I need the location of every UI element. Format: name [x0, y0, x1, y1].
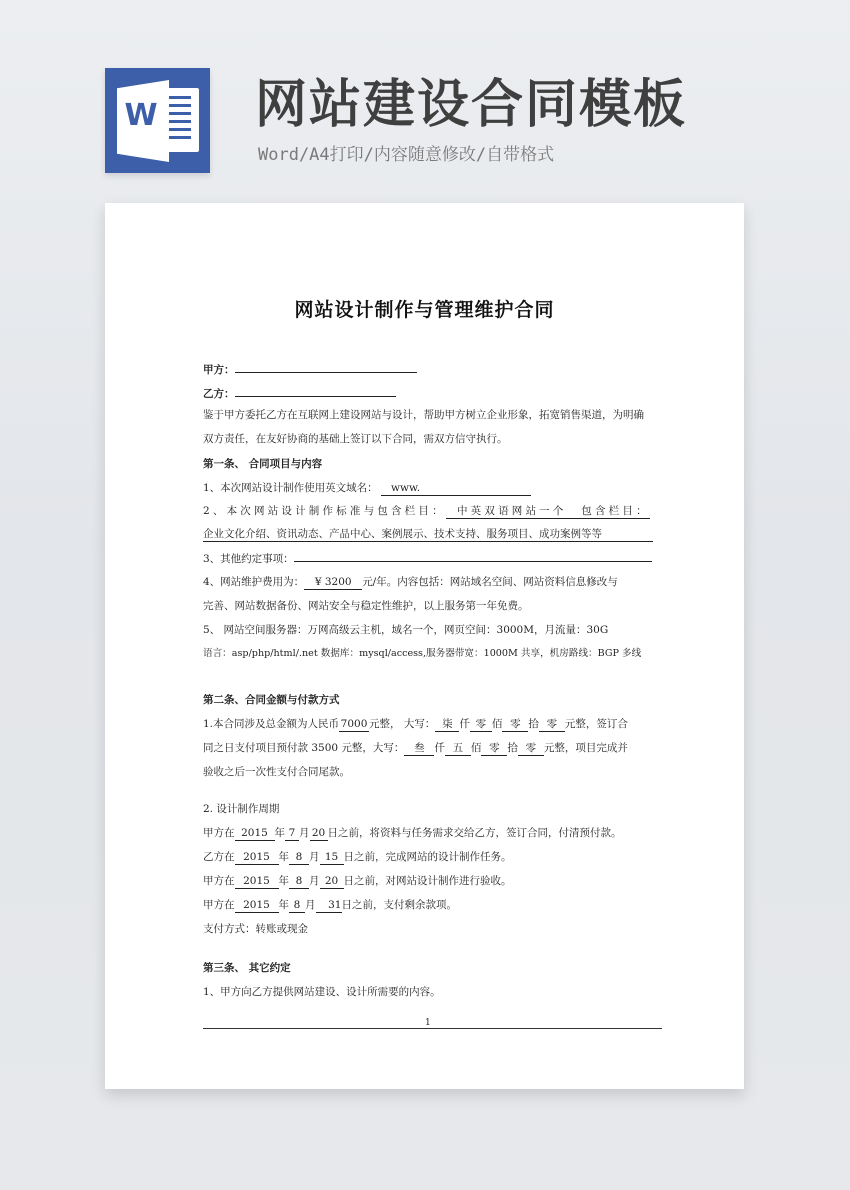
year-field[interactable]: 2015 — [235, 827, 275, 841]
year-unit: 年 — [274, 827, 285, 839]
unit-hundred: 佰 — [491, 718, 503, 730]
year-field[interactable]: 2015 — [235, 875, 279, 889]
total-hundreds-field[interactable]: 零 — [470, 718, 492, 732]
intro-line-2: 双方责任，在友好协商的基础上签订以下合同，需双方信守执行。 — [203, 433, 508, 445]
p2-suffix: ，项目完成并 — [564, 742, 628, 754]
article3-heading: 第三条、 其它约定 — [203, 962, 291, 974]
item2-columns-field[interactable]: 企业文化介绍、资讯动态、产品中心、案例展示、技术支持、服务项目、成功案例等等 — [203, 528, 653, 542]
article1-item5-line1: 5、 网站空间服务器：万网高级云主机，域名一个，网页空间：3000M，月流量：30G — [203, 624, 609, 636]
month-unit: 月 — [305, 899, 316, 911]
maintenance-fee-field[interactable]: ¥ 3200 — [304, 576, 362, 590]
prepay-hundreds-field[interactable]: 五 — [445, 742, 471, 756]
schedule-party: 甲方在 — [203, 875, 235, 887]
article2-p3: 验收之后一次性支付合同尾款。 — [203, 766, 350, 778]
schedule-party: 甲方在 — [203, 827, 235, 839]
year-field[interactable]: 2015 — [235, 899, 279, 913]
item3-field[interactable] — [294, 550, 652, 562]
schedule-party: 乙方在 — [203, 851, 235, 863]
schedule-text: 日之前，对网站设计制作进行验收。 — [343, 875, 512, 887]
prepay-ones-field[interactable]: 零 — [518, 742, 544, 756]
schedule-row — [203, 873, 663, 889]
month-field[interactable]: 8 — [289, 899, 305, 913]
footer-divider — [203, 1028, 662, 1029]
article1-heading: 第一条、 合同项目与内容 — [203, 458, 323, 470]
year-unit: 年 — [278, 899, 289, 911]
schedule-party: 甲方在 — [203, 899, 235, 911]
unit-yuan: 元整 — [543, 742, 565, 754]
day-field[interactable]: 31 — [316, 899, 342, 913]
prepay-thousands-field[interactable]: 叁 — [404, 742, 434, 756]
day-field[interactable]: 20 — [310, 827, 328, 841]
party-a-label: 甲方： — [203, 364, 235, 376]
month-field[interactable]: 8 — [289, 851, 309, 865]
article1-item3 — [203, 550, 663, 567]
p1-suffix: ，签订合 — [585, 718, 628, 730]
unit-yuan: 元整 — [564, 718, 586, 730]
banner-subtitle: Word/A4打印/内容随意修改/自带格式 — [258, 145, 555, 165]
word-document-icon — [105, 68, 210, 173]
day-field[interactable]: 20 — [320, 875, 344, 889]
item2-value[interactable]: 中英双语网站一个 — [446, 505, 578, 519]
document-page — [105, 203, 744, 1089]
unit-ten: 拾 — [528, 718, 539, 730]
item1-label: 1、本次网站设计制作使用英文域名： — [203, 482, 378, 494]
item3-label: 3、其他约定事项： — [203, 553, 294, 565]
month-unit: 月 — [309, 851, 320, 863]
unit-thousand: 仟 — [459, 718, 470, 730]
prepay-tens-field[interactable]: 零 — [481, 742, 507, 756]
total-thousands-field[interactable]: 柒 — [435, 718, 459, 732]
month-field[interactable]: 8 — [289, 875, 309, 889]
banner-title: 网站建设合同模板 — [255, 75, 688, 135]
unit-ten: 拾 — [507, 742, 518, 754]
domain-field[interactable]: www. — [381, 482, 531, 496]
schedule-text: 日之前，完成网站的设计制作任务。 — [343, 851, 512, 863]
schedule-heading: 2. 设计制作周期 — [203, 803, 280, 815]
intro-line-1: 鉴于甲方委托乙方在互联网上建设网站与设计，帮助甲方树立企业形象，拓宽销售渠道，为明确 — [203, 409, 644, 421]
year-unit: 年 — [278, 875, 289, 887]
schedule-row — [203, 849, 663, 865]
party-b-row — [203, 385, 663, 402]
party-b-field[interactable] — [235, 385, 396, 397]
total-ones-field[interactable]: 零 — [539, 718, 565, 732]
party-a-row — [203, 361, 663, 378]
page-number: 1 — [425, 1018, 431, 1028]
article1-item4-line2: 完善、网站数据备份、网站安全与稳定性维护，以上服务第一年免费。 — [203, 600, 529, 612]
article1-item5-line2: 语言：asp/php/html/.net 数据库：mysql/access,服务器带宽：1000M 共享，机房路线：BGP 多线 — [203, 648, 642, 659]
party-b-label: 乙方： — [203, 388, 235, 400]
p1-mid: 元整， 大写： — [369, 718, 436, 730]
article1-item4 — [203, 574, 663, 590]
p1-prefix: 1.本合同涉及总金额为人民币 — [203, 718, 340, 730]
item4-suffix: 元/年。内容包括：网站域名空间、网站资料信息修改与 — [362, 576, 618, 588]
party-a-field[interactable] — [235, 361, 417, 373]
year-unit: 年 — [278, 851, 289, 863]
article1-item2-columns — [203, 526, 663, 542]
schedule-text: 日之前，支付剩余款项。 — [341, 899, 457, 911]
payment-method: 支付方式：转账或现金 — [203, 923, 308, 935]
month-unit: 月 — [299, 827, 310, 839]
article2-p1 — [203, 716, 663, 732]
schedule-row — [203, 897, 663, 913]
day-field[interactable]: 15 — [320, 851, 344, 865]
month-field[interactable]: 7 — [285, 827, 299, 841]
item2-columns-label: 包含栏目： — [578, 505, 650, 519]
article1-item1 — [203, 480, 663, 496]
year-field[interactable]: 2015 — [235, 851, 279, 865]
document-title: 网站设计制作与管理维护合同 — [294, 299, 555, 321]
w-letter-icon: W — [124, 98, 158, 133]
item2-label: 2、本次网站设计制作标准与包含栏目： — [203, 505, 446, 517]
article1-item2 — [203, 503, 663, 519]
p2-prefix: 同之日支付项目预付款 3500 元整，大写： — [203, 742, 405, 754]
article2-p2 — [203, 740, 663, 756]
total-tens-field[interactable]: 零 — [502, 718, 528, 732]
template-banner — [0, 0, 850, 200]
item4-prefix: 4、网站维护费用为： — [203, 576, 305, 588]
schedule-row — [203, 825, 663, 841]
unit-hundred: 佰 — [470, 742, 482, 754]
unit-thousand: 仟 — [434, 742, 445, 754]
article2-heading: 第二条、合同金额与付款方式 — [203, 694, 340, 706]
total-amount-field[interactable]: 7000 — [340, 718, 368, 730]
month-unit: 月 — [309, 875, 320, 887]
schedule-text: 日之前，将资料与任务需求交给乙方，签订合同，付清预付款。 — [327, 827, 622, 839]
article3-item1: 1、甲方向乙方提供网站建设、设计所需要的内容。 — [203, 986, 441, 998]
